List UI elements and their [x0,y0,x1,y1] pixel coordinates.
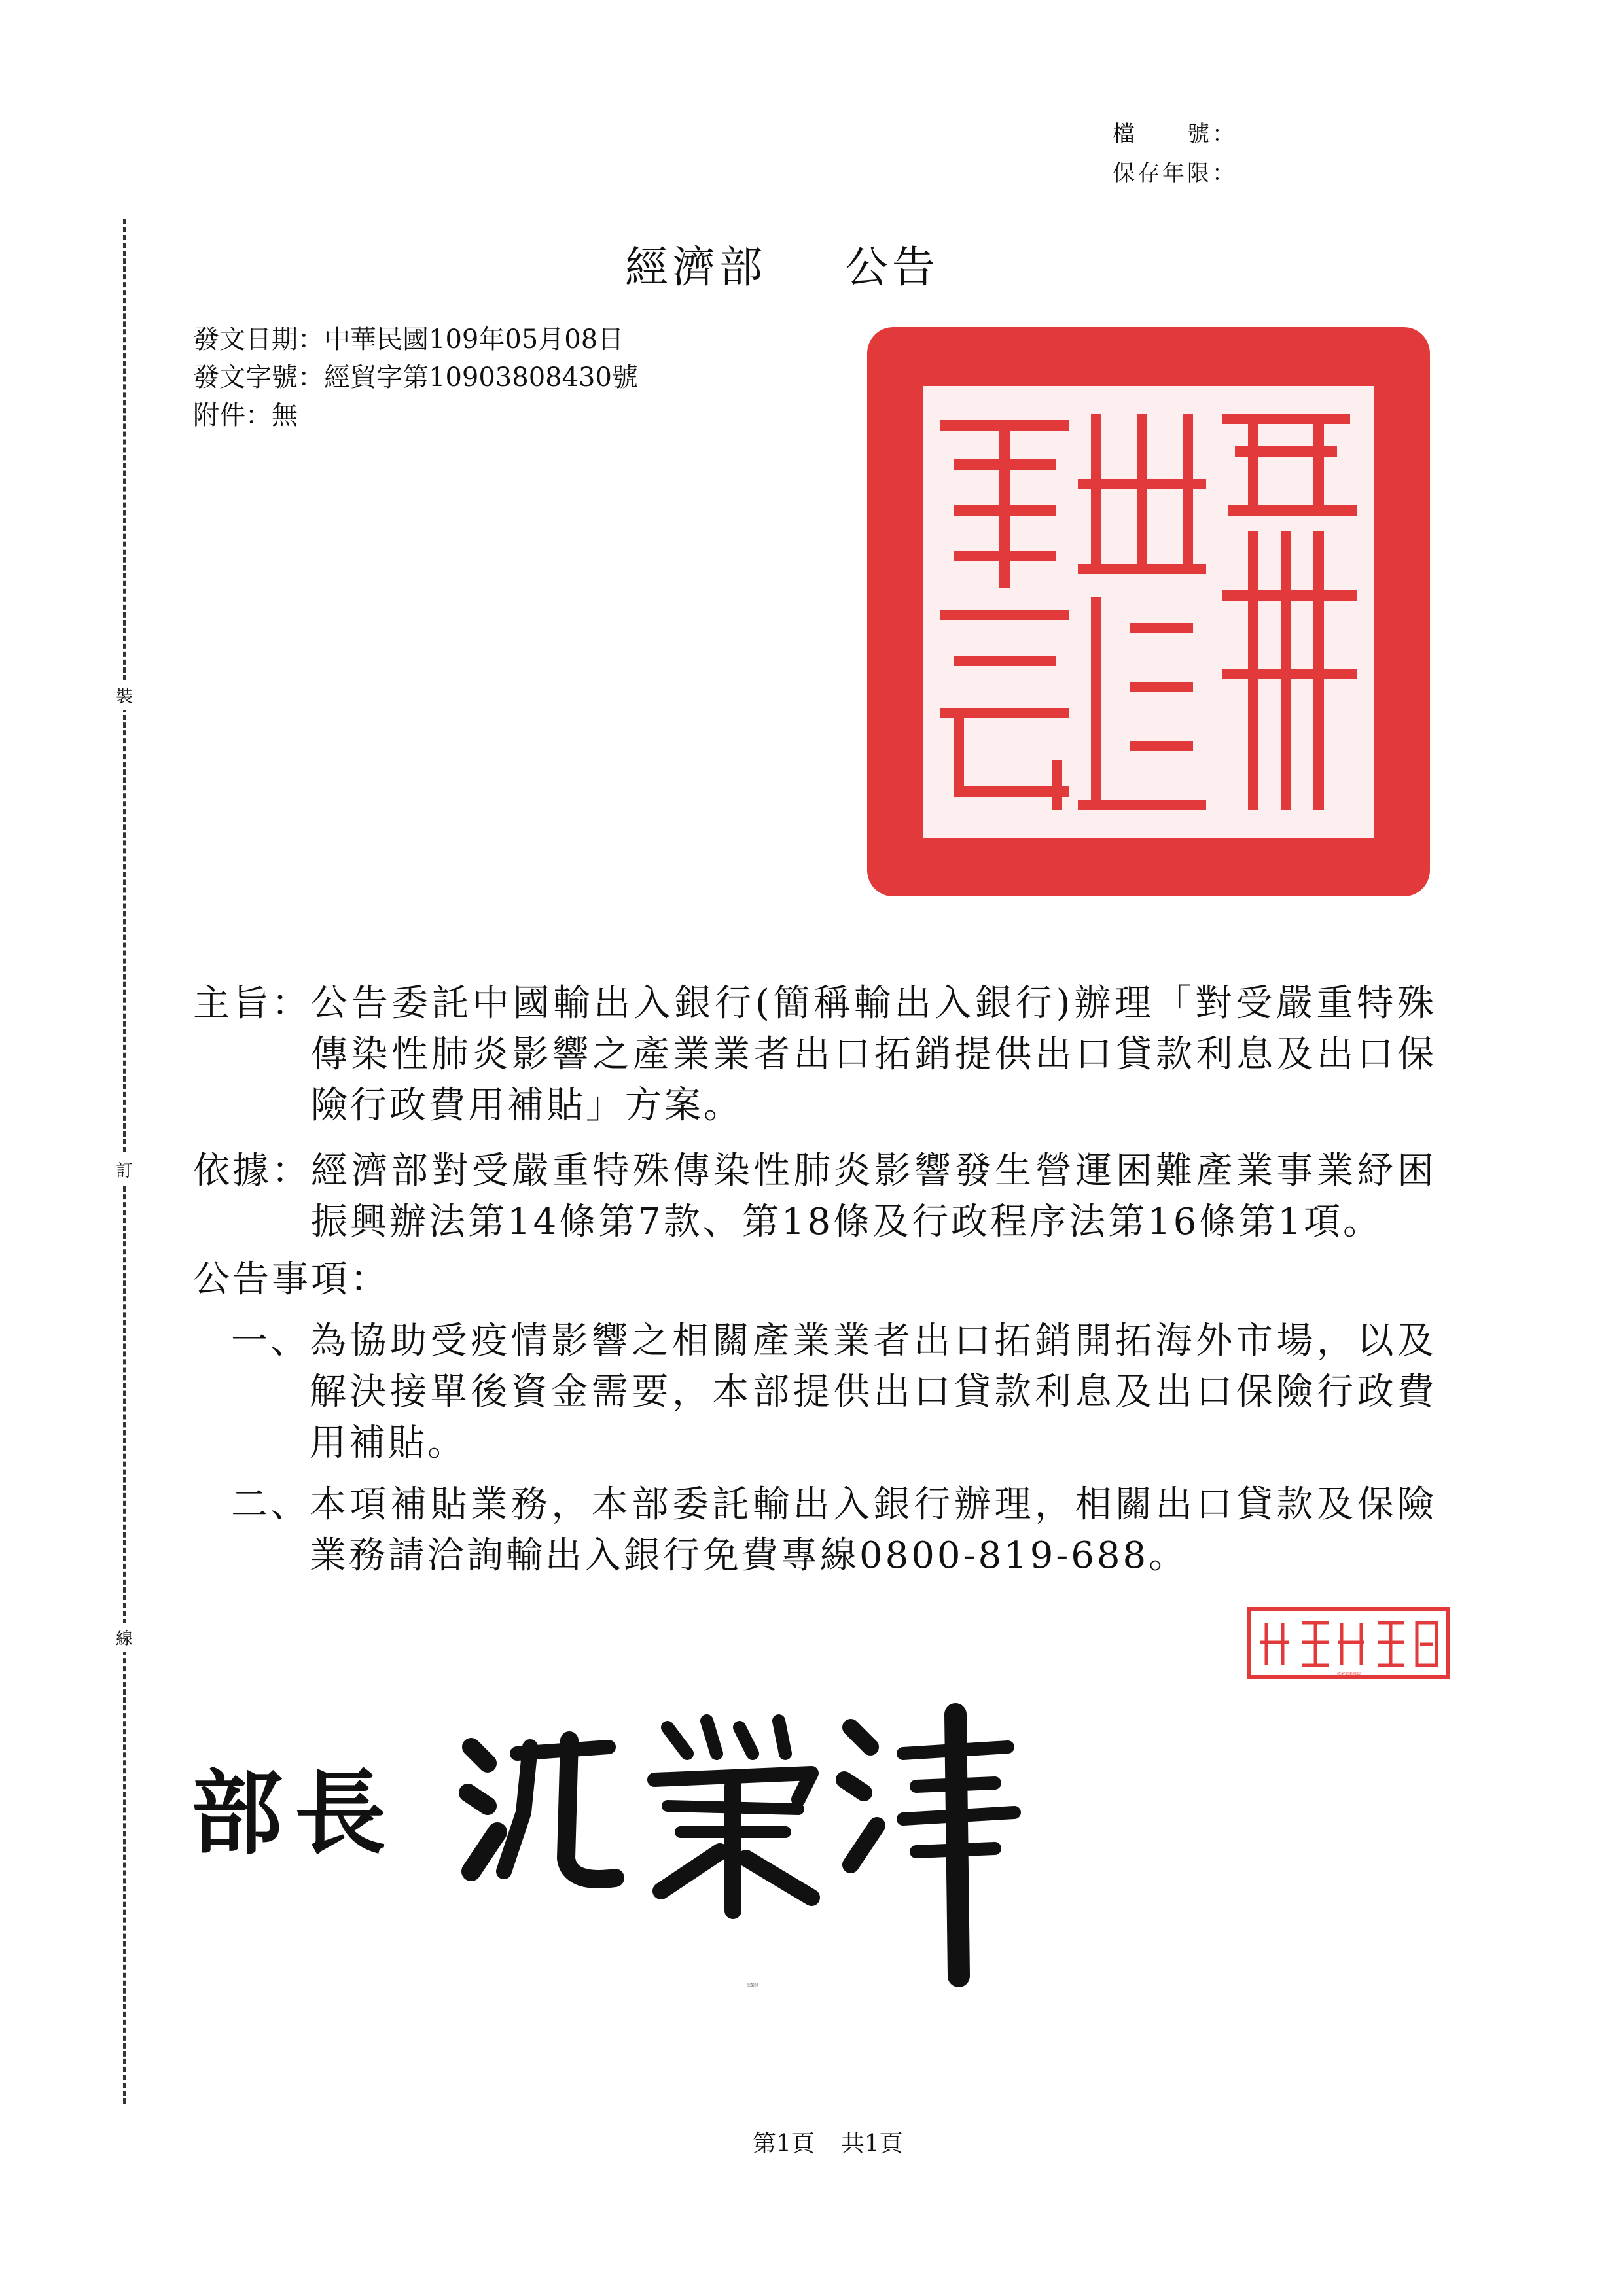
official-seal [861,321,1436,903]
document-meta [193,321,638,434]
document-body [193,978,1436,1581]
total-pages: 共1頁 [840,2130,903,2157]
minister-title: 部長 [191,1760,399,1867]
file-info [1113,115,1237,193]
binding-mark-ding: 訂 [113,1155,136,1184]
file-number-label: 檔 號： [1113,121,1237,147]
agency-name: 經濟部 [625,242,766,292]
binding-mark-xian: 線 [113,1623,136,1652]
issue-date: 發文日期：中華民國109年05月08日 [193,325,624,355]
current-page: 第1頁 [753,2130,815,2157]
notice-item-text: 為協助受疫情影響之相關產業業者出口拓銷開拓海外市場，以及解決接單後資金需要，本部提供出口貸款利息及出口保險行政費用補貼。 [310,1320,1436,1464]
subject-text: 公告委託中國輸出入銀行(簡稱輸出入銀行)辦理「對受嚴重特殊傳染性肺炎影響之產業業者出口拓銷提供出口貸款利息及出口保險行政費用補貼」方案。 [311,982,1436,1127]
basis-text: 經濟部對受嚴重特殊傳染性肺炎影響發生營運困難產業事業紓困振興辦法第14條第7款、第18條及行政程序法第16條第1項。 [311,1150,1436,1243]
subject-label: 主旨： [193,982,311,1025]
basis-label: 依據： [193,1150,311,1192]
signature-name: 沈榮津 [746,1983,759,1988]
minister-signature [458,1701,1047,1989]
reference-number: 發文字號：經貿字第10903808430號 [193,362,638,393]
notice-item-text: 本項補貼業務，本部委託輸出入銀行辦理，相關出口貸款及保險業務請洽詢輸出入銀行免費專線0800-819-688。 [310,1483,1436,1577]
counselor-stamp [1247,1606,1451,1680]
subject-section [193,978,1436,1131]
notice-item-number: 二、 [231,1483,310,1526]
retention-period-label: 保存年限： [1113,160,1237,186]
basis-section [193,1146,1436,1248]
notice-item [231,1479,1436,1581]
notice-items-title: 公告事項： [193,1258,389,1301]
document-title [625,232,939,294]
notice-item-number: 一、 [231,1320,310,1362]
page-number [753,2125,903,2159]
binding-mark-zhuang: 裝 [113,680,136,710]
seal-text: 經濟部印 [1135,865,1162,872]
stamp-text: 經濟部參事陳 [1336,1672,1361,1677]
attachment: 附件：無 [193,400,298,431]
notice-item [231,1316,1436,1469]
document-type: 公告 [845,242,939,292]
